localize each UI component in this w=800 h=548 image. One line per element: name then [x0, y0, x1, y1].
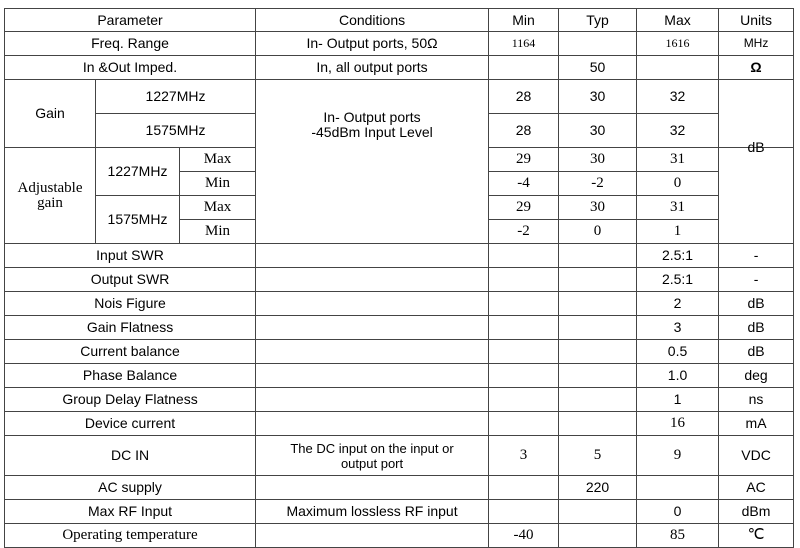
unit-cell: ℃: [719, 524, 794, 548]
typ-cell: [559, 292, 637, 316]
unit-cell: -: [719, 244, 794, 268]
header-units: Units: [719, 9, 794, 32]
param-cell: Freq. Range: [5, 32, 256, 56]
condition-cell: [256, 244, 489, 268]
param-cell: [5, 148, 96, 244]
condition-cell: [256, 436, 489, 476]
min-cell: 28: [489, 114, 559, 148]
typ-cell: 0: [559, 220, 637, 244]
typ-cell: 30: [559, 148, 637, 172]
typ-cell: [559, 412, 637, 436]
table-row: [5, 268, 794, 292]
unit-cell: deg: [719, 364, 794, 388]
typ-cell: 30: [559, 80, 637, 114]
condition-cell: [256, 316, 489, 340]
table-row: [5, 388, 794, 412]
max-cell: 32: [637, 114, 719, 148]
table-row: [5, 476, 794, 500]
param-cell: Max RF Input: [5, 500, 256, 524]
table-row: [5, 436, 794, 476]
typ-cell: -2: [559, 172, 637, 196]
max-cell: 2.5:1: [637, 268, 719, 292]
param-cell: Gain Flatness: [5, 316, 256, 340]
condition-cell: In, all output ports: [256, 56, 489, 80]
header-row: [5, 9, 794, 32]
condition-cell: [256, 80, 489, 244]
unit-cell: AC: [719, 476, 794, 500]
header-conditions: Conditions: [256, 9, 489, 32]
typ-cell: 220: [559, 476, 637, 500]
param-cell: Operating temperature: [5, 524, 256, 548]
min-cell: 29: [489, 148, 559, 172]
condition-text: The DC input on the input or output port: [290, 440, 454, 471]
condition-cell: [256, 388, 489, 412]
header-typ: Typ: [559, 9, 637, 32]
max-cell: 1: [637, 388, 719, 412]
condition-cell: [256, 524, 489, 548]
unit-cell: dBm: [719, 500, 794, 524]
typ-cell: 30: [559, 114, 637, 148]
min-cell: 29: [489, 196, 559, 220]
min-cell: [489, 268, 559, 292]
min-cell: [489, 412, 559, 436]
min-cell: 28: [489, 80, 559, 114]
param-cell: Current balance: [5, 340, 256, 364]
unit-cell: Ω: [719, 56, 794, 80]
table-row: [5, 244, 794, 268]
param-cell: Gain: [5, 80, 96, 148]
condition-cell: [256, 340, 489, 364]
header-max: Max: [637, 9, 719, 32]
min-cell: -4: [489, 172, 559, 196]
max-cell: 16: [637, 412, 719, 436]
param-cell: Group Delay Flatness: [5, 388, 256, 412]
unit-cell: ns: [719, 388, 794, 412]
typ-cell: [559, 268, 637, 292]
min-cell: [489, 388, 559, 412]
max-cell: 9: [637, 436, 719, 476]
level-cell: Max: [180, 196, 256, 220]
freq-cell: 1227MHz: [96, 80, 256, 114]
table-row: [5, 364, 794, 388]
min-cell: -40: [489, 524, 559, 548]
max-cell: 2.5:1: [637, 244, 719, 268]
table-row: [5, 412, 794, 436]
min-cell: [489, 476, 559, 500]
freq-cell: 1227MHz: [96, 148, 180, 196]
table-row: [5, 80, 794, 114]
table-row: [5, 524, 794, 548]
condition-cell: [256, 364, 489, 388]
min-cell: 3: [489, 436, 559, 476]
table-row: [5, 56, 794, 80]
table-row: [5, 316, 794, 340]
unit-cell: [719, 80, 794, 148]
max-cell: 0.5: [637, 340, 719, 364]
max-cell: [637, 56, 719, 80]
max-cell: 32: [637, 80, 719, 114]
param-cell: AC supply: [5, 476, 256, 500]
param-cell: Device current: [5, 412, 256, 436]
condition-text: In- Output ports -45dBm Input Level: [311, 108, 433, 140]
min-cell: [489, 244, 559, 268]
min-cell: [489, 500, 559, 524]
typ-cell: [559, 340, 637, 364]
max-cell: 2: [637, 292, 719, 316]
adjustable-gain-label: Adjustable gain: [17, 179, 83, 211]
min-cell: [489, 292, 559, 316]
min-cell: [489, 340, 559, 364]
param-cell: Output SWR: [5, 268, 256, 292]
freq-cell: 1575MHz: [96, 114, 256, 148]
min-cell: 1164: [489, 32, 559, 56]
param-cell: Input SWR: [5, 244, 256, 268]
condition-cell: [256, 412, 489, 436]
table-row: [5, 500, 794, 524]
typ-cell: [559, 364, 637, 388]
condition-cell: [256, 292, 489, 316]
spec-table: [4, 8, 794, 548]
condition-cell: [256, 476, 489, 500]
typ-cell: 50: [559, 56, 637, 80]
condition-cell: In- Output ports, 50Ω: [256, 32, 489, 56]
unit-cell: VDC: [719, 436, 794, 476]
typ-cell: 30: [559, 196, 637, 220]
level-cell: Min: [180, 172, 256, 196]
header-min: Min: [489, 9, 559, 32]
typ-cell: [559, 524, 637, 548]
table-row: [5, 340, 794, 364]
max-cell: 1616: [637, 32, 719, 56]
condition-cell: Maximum lossless RF input: [256, 500, 489, 524]
level-cell: Min: [180, 220, 256, 244]
typ-cell: [559, 388, 637, 412]
unit-cell: dB: [719, 292, 794, 316]
unit-cell: [719, 139, 794, 244]
typ-cell: 5: [559, 436, 637, 476]
unit-cell: MHz: [719, 32, 794, 56]
typ-cell: [559, 244, 637, 268]
max-cell: [637, 476, 719, 500]
max-cell: 3: [637, 316, 719, 340]
param-cell: Phase Balance: [5, 364, 256, 388]
header-parameter: Parameter: [5, 9, 256, 32]
min-cell: [489, 56, 559, 80]
typ-cell: [559, 32, 637, 56]
unit-cell: -: [719, 268, 794, 292]
param-cell: In &Out Imped.: [5, 56, 256, 80]
min-cell: [489, 316, 559, 340]
param-cell: Nois Figure: [5, 292, 256, 316]
min-cell: -2: [489, 220, 559, 244]
max-cell: 1.0: [637, 364, 719, 388]
condition-cell: [256, 268, 489, 292]
param-cell: DC IN: [5, 436, 256, 476]
min-cell: [489, 364, 559, 388]
typ-cell: [559, 316, 637, 340]
max-cell: 1: [637, 220, 719, 244]
max-cell: 0: [637, 172, 719, 196]
max-cell: 0: [637, 500, 719, 524]
unit-cell: dB: [719, 316, 794, 340]
freq-cell: 1575MHz: [96, 196, 180, 244]
max-cell: 31: [637, 148, 719, 172]
unit-cell: mA: [719, 412, 794, 436]
max-cell: 85: [637, 524, 719, 548]
table-row: [5, 32, 794, 56]
unit-text: dB: [747, 139, 765, 155]
max-cell: 31: [637, 196, 719, 220]
level-cell: Max: [180, 148, 256, 172]
unit-cell: dB: [719, 340, 794, 364]
typ-cell: [559, 500, 637, 524]
table-row: [5, 292, 794, 316]
